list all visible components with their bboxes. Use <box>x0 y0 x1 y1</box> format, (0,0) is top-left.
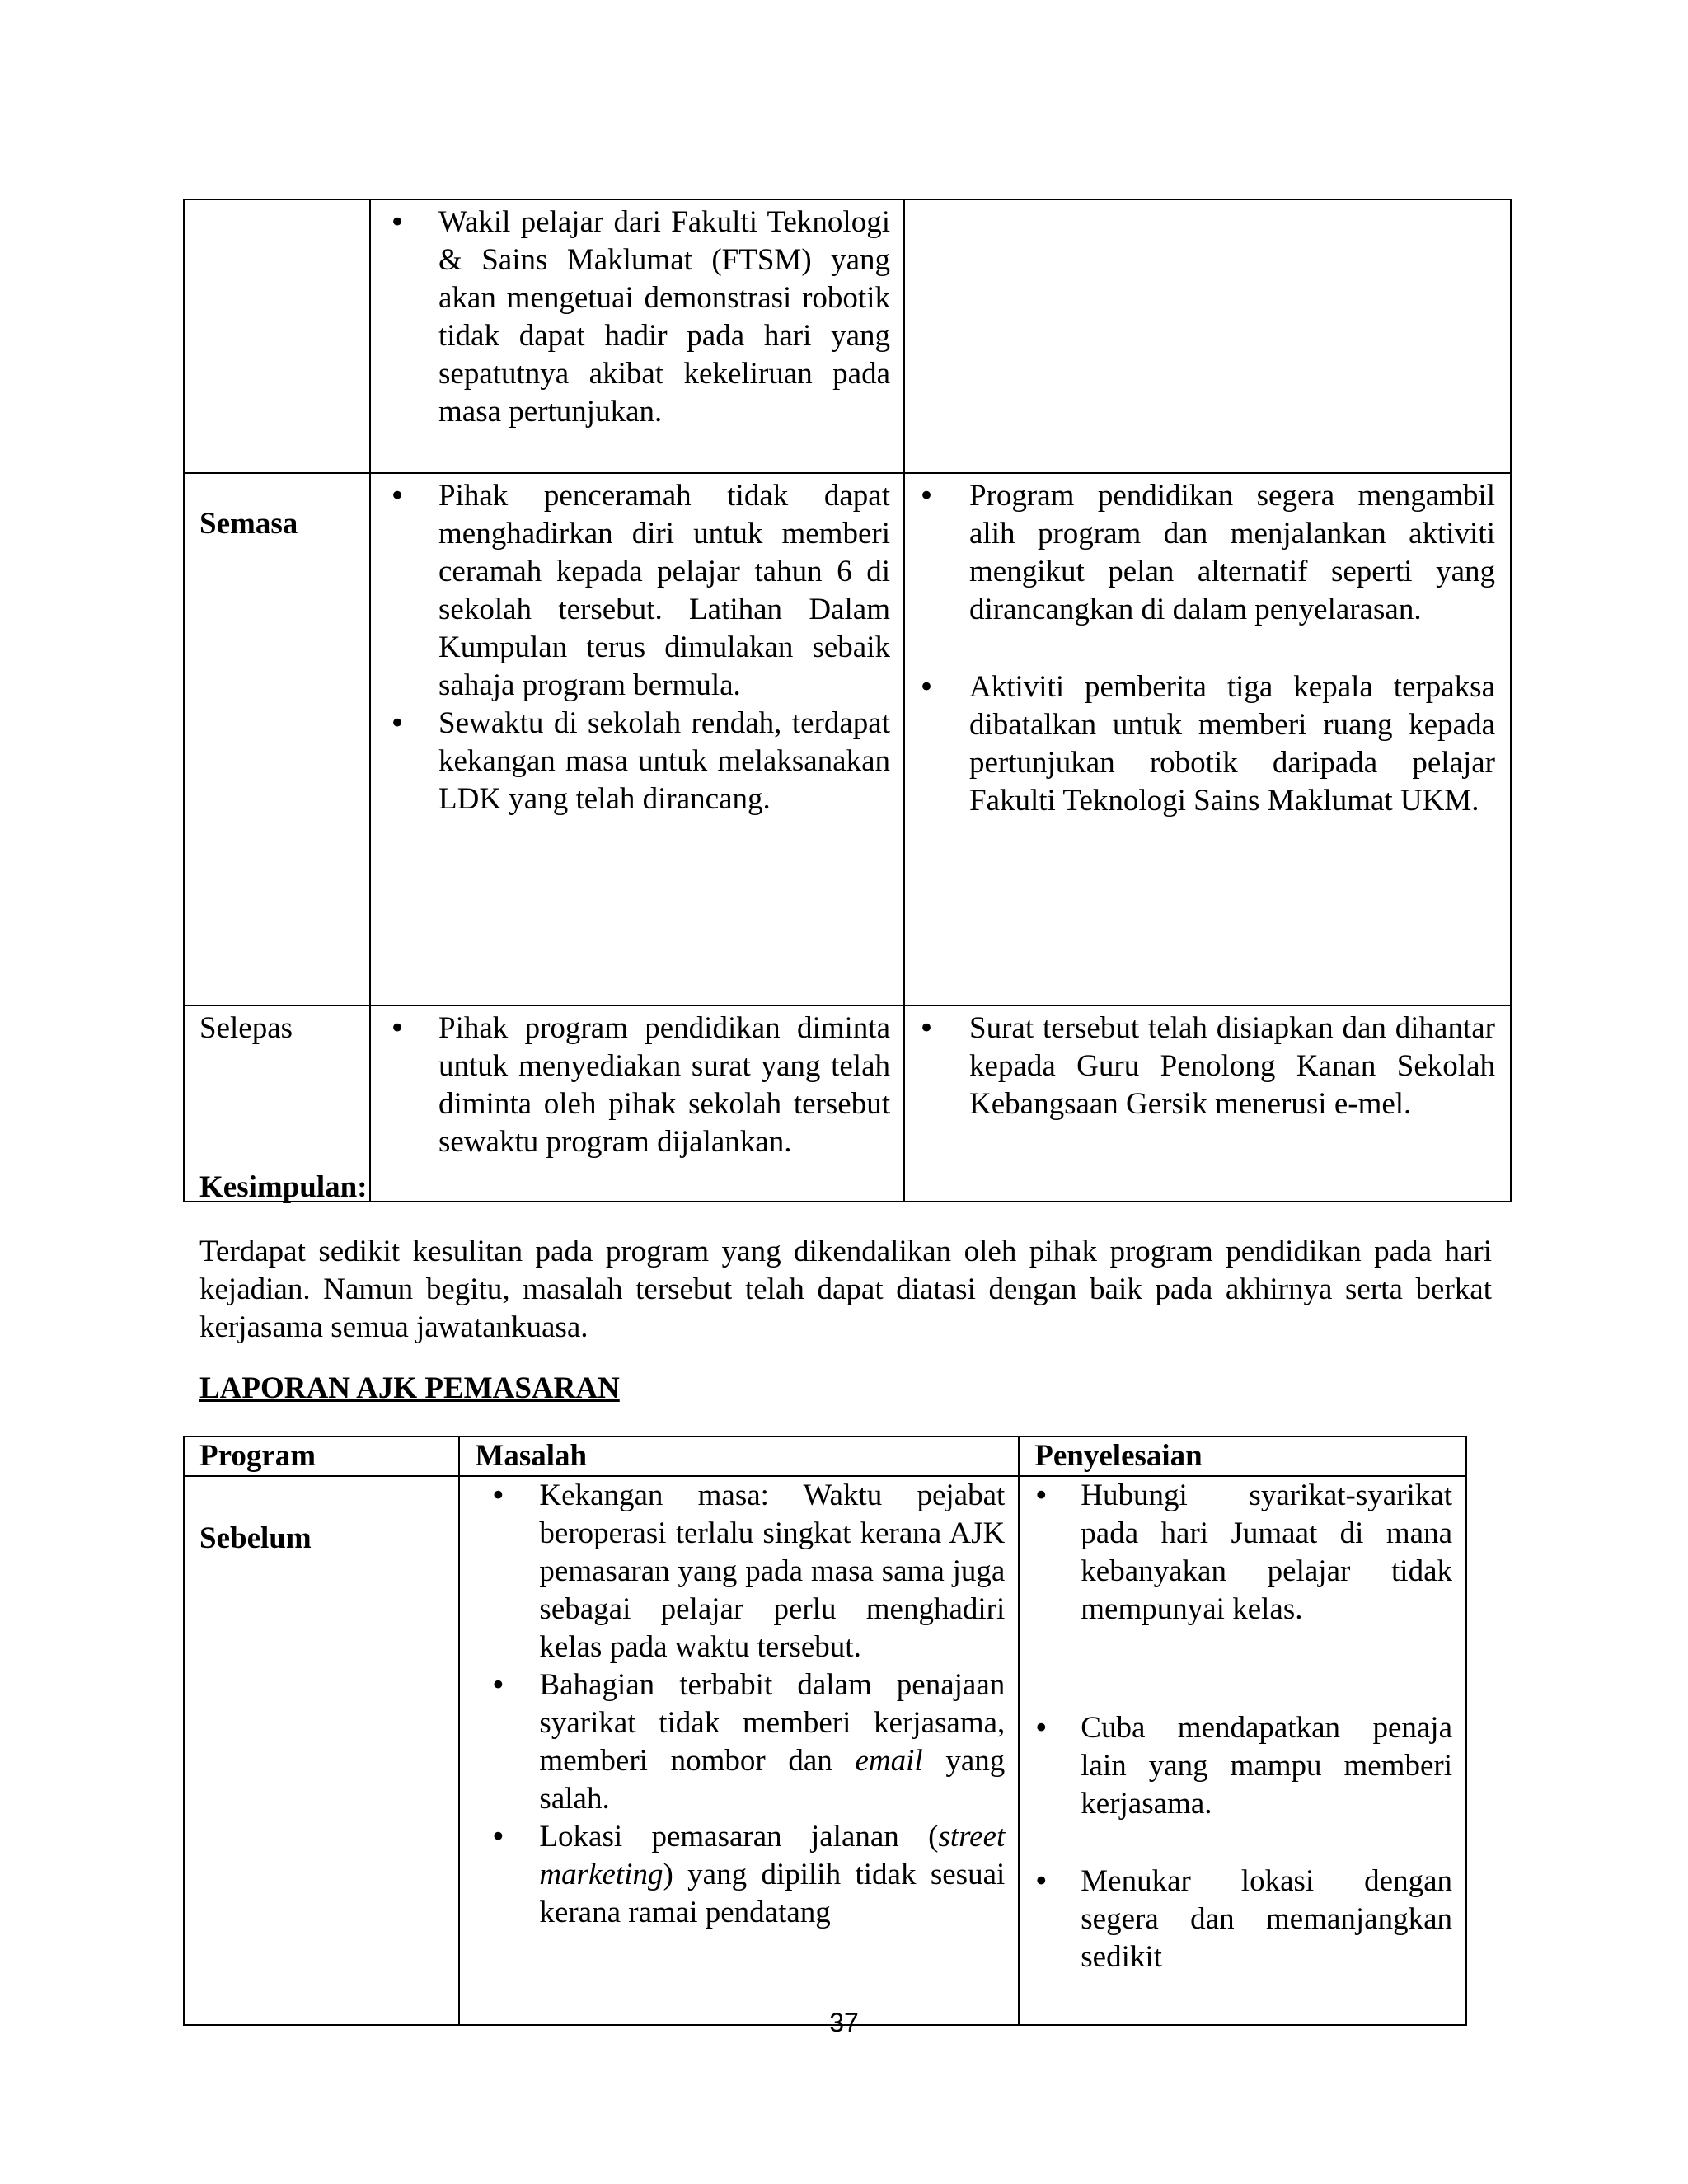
column-header-masalah: Masalah <box>459 1436 1019 1476</box>
conclusion-heading: Kesimpulan: <box>199 1170 368 1204</box>
table-row <box>184 1476 1466 2025</box>
row-label-selepas: Selepas <box>199 1011 293 1045</box>
problem-list <box>371 1010 903 1161</box>
solution-cell <box>904 199 1511 473</box>
list-item: • Sewaktu di sekolah rendah, terdapat kekangan masa untuk melaksanakan LDK yang telah dirancang. <box>438 705 890 818</box>
problem-cell <box>370 199 904 473</box>
problem-list <box>460 1477 1018 1932</box>
list-item: • Program pendidikan segera mengambil alih program dan menjalankan aktiviti mengikut pelan alternatif seperti yang dirancangkan di dalam penyelarasan. <box>969 477 1495 629</box>
problem-list <box>371 477 903 818</box>
table-row <box>184 1005 1511 1202</box>
solution-list <box>1020 1477 1465 1976</box>
row-label-semasa: Semasa <box>199 507 298 541</box>
list-item: • Aktiviti pemberita tiga kepala terpaksa dibatalkan untuk memberi ruang kepada pertunjukan robotik daripada pelajar Fakulti Teknologi Sains Maklumat UKM. <box>969 668 1495 820</box>
row-label-sebelum: Sebelum <box>199 1521 312 1555</box>
conclusion-text: Terdapat sedikit kesulitan pada program yang dikendalikan oleh pihak program pendidikan pada hari kejadian. Namun begitu, masalah tersebut telah dapat diatasi dengan baik pada akhirnya serta berkat kerjasama semua jawatankuasa. <box>199 1235 1492 1344</box>
solution-cell <box>904 473 1511 1005</box>
problem-cell <box>370 1005 904 1202</box>
table-row <box>184 199 1511 473</box>
list-item: • Lokasi pemasaran jalanan (street marketing) yang dipilih tidak sesuai kerana ramai pendatang <box>539 1818 1005 1932</box>
problem-cell <box>459 1476 1019 2025</box>
solution-list <box>905 1010 1510 1123</box>
list-item: • Pihak penceramah tidak dapat menghadirkan diri untuk memberi ceramah kepada pelajar tahun 6 di sekolah tersebut. Latihan Dalam Kumpulan terus dimulakan sebaik sahaja program bermula. <box>438 477 890 705</box>
list-item: • Pihak program pendidikan diminta untuk menyediakan surat yang telah diminta oleh pihak sekolah tersebut sewaktu program dijalankan. <box>438 1010 890 1161</box>
marketing-table <box>183 1436 1467 2026</box>
solution-cell <box>904 1005 1511 1202</box>
column-header-penyelesaian: Penyelesaian <box>1019 1436 1466 1476</box>
list-item: • Hubungi syarikat-syarikat pada hari Jumaat di mana kebanyakan pelajar tidak mempunyai kelas. <box>1081 1477 1452 1629</box>
table-row <box>184 473 1511 1005</box>
list-item: • Cuba mendapatkan penaja lain yang mampu memberi kerjasama. <box>1081 1709 1452 1823</box>
column-header-program: Program <box>184 1436 459 1476</box>
section-title: LAPORAN AJK PEMASARAN <box>199 1371 620 1405</box>
problem-cell <box>370 473 904 1005</box>
row-label-cell <box>184 199 370 473</box>
list-item: • Wakil pelajar dari Fakulti Teknologi & Sains Maklumat (FTSM) yang akan mengetuai demonstrasi robotik tidak dapat hadir pada hari yang sepatutnya akibat kekeliruan pada masa pertunjukan. <box>438 204 890 431</box>
row-label-cell <box>184 473 370 1005</box>
list-item: • Bahagian terbabit dalam penajaan syarikat tidak memberi kerjasama, memberi nombor dan email yang salah. <box>539 1666 1005 1818</box>
coordination-table <box>183 199 1512 1202</box>
list-item: • Surat tersebut telah disiapkan dan dihantar kepada Guru Penolong Kanan Sekolah Kebangsaan Gersik menerusi e-mel. <box>969 1010 1495 1123</box>
row-label-cell <box>184 1476 459 2025</box>
list-item: • Kekangan masa: Waktu pejabat beroperasi terlalu singkat kerana AJK pemasaran yang pada masa sama juga sebagai pelajar perlu menghadiri kelas pada waktu tersebut. <box>539 1477 1005 1666</box>
list-item: • Menukar lokasi dengan segera dan memanjangkan sedikit <box>1081 1863 1452 1976</box>
page-number: 37 <box>829 2008 859 2037</box>
problem-list <box>371 204 903 431</box>
solution-cell <box>1019 1476 1466 2025</box>
solution-list <box>905 477 1510 820</box>
table-header-row <box>184 1436 1466 1476</box>
